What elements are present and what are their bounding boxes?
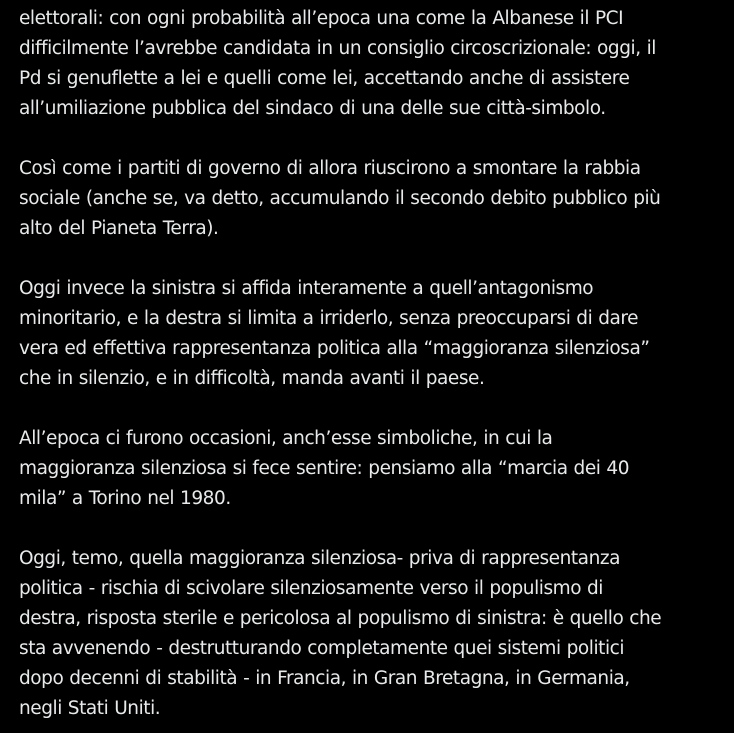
text-line: elettorali: con ogni probabilità all’epoca una come la Albanese il PCI <box>19 8 624 29</box>
text-line: politica - rischia di scivolare silenziosamente verso il populismo di <box>19 578 603 599</box>
paragraph <box>19 424 725 514</box>
text-line: sociale (anche se, va detto, accumulando il secondo debito pubblico più <box>19 188 661 209</box>
paragraph <box>19 544 725 724</box>
text-line: maggioranza silenziosa si fece sentire: pensiamo alla “marcia dei 40 <box>19 458 630 479</box>
paragraph <box>19 154 725 244</box>
text-line: che in silenzio, e in difficoltà, manda avanti il paese. <box>19 368 485 389</box>
paragraph <box>19 4 725 124</box>
text-line: Oggi invece la sinistra si affida interamente a quell’antagonismo <box>19 278 594 299</box>
text-line: Pd si genuflette a lei e quelli come lei, accettando anche di assistere <box>19 68 630 89</box>
text-line: All’epoca ci furono occasioni, anch’esse simboliche, in cui la <box>19 428 553 449</box>
text-line: negli Stati Uniti. <box>19 698 161 719</box>
paragraph <box>19 274 725 394</box>
text-line: minoritario, e la destra si limita a irriderlo, senza preoccuparsi di dare <box>19 308 639 329</box>
text-line: sta avvenendo - destrutturando completamente quei sistemi politici <box>19 638 625 659</box>
text-line: dopo decenni di stabilità - in Francia, in Gran Bretagna, in Germania, <box>19 668 630 689</box>
post-text <box>19 4 725 724</box>
text-line: vera ed effettiva rappresentanza politica alla “maggioranza silenziosa” <box>19 338 650 359</box>
text-line: alto del Pianeta Terra). <box>19 218 219 239</box>
text-line: mila” a Torino nel 1980. <box>19 488 231 509</box>
text-line: Oggi, temo, quella maggioranza silenziosa- priva di rappresentanza <box>19 548 620 569</box>
text-line: difficilmente l’avrebbe candidata in un consiglio circoscrizionale: oggi, il <box>19 38 656 59</box>
text-line: destra, risposta sterile e pericolosa al populismo di sinistra: è quello che <box>19 608 662 629</box>
text-line: Così come i partiti di governo di allora riuscirono a smontare la rabbia <box>19 158 641 179</box>
text-line: all’umiliazione pubblica del sindaco di una delle sue città-simbolo. <box>19 98 606 119</box>
